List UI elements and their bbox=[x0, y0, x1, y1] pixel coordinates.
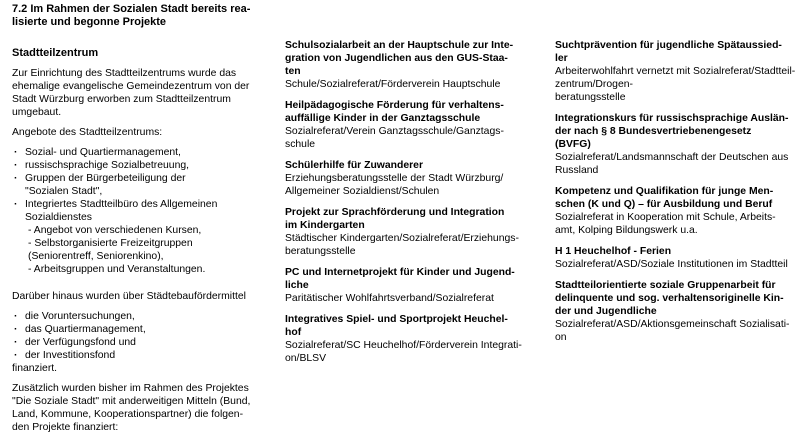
column-right bbox=[555, 0, 797, 352]
project-title: Schulsozialarbeit an der Hauptschule zur Inte- gration von Jugendlichen aus den GUS-Staa- ten bbox=[285, 40, 514, 77]
list-item: · die Voruntersuchungen, bbox=[12, 310, 268, 323]
project-title: Kompetenz und Qualifikation für junge Men- schen (K und Q) – für Ausbildung und Beruf bbox=[555, 186, 774, 210]
offers-list bbox=[12, 146, 268, 276]
list-subitem: - Angebot von verschiedenen Kursen, bbox=[28, 225, 202, 236]
project-partners: Paritätischer Wohlfahrtsverband/Sozialreferat bbox=[285, 293, 494, 304]
project-entry bbox=[285, 159, 533, 198]
project-partners: Sozialreferat/Verein Ganztagsschule/Ganztags- schule bbox=[285, 126, 504, 150]
project-partners: Sozialreferat/Landsmannschaft der Deutschen aus Russland bbox=[555, 152, 789, 176]
list-item: · das Quartiermanagement, bbox=[12, 323, 268, 336]
project-entry bbox=[285, 313, 533, 365]
intro-paragraph: Zur Einrichtung des Stadtteilzentrums wurde das ehemalige evangelische Gemeindezentrum von der Stadt Würzburg erworben zum Stadtteilzentrum umgebaut. bbox=[12, 68, 250, 118]
project-title: Integrationskurs für russischsprachige Auslän- der nach § 8 Bundesvertriebenengesetz (BVFG) bbox=[555, 113, 789, 150]
project-title: Projekt zur Sprachförderung und Integration im Kindergarten bbox=[285, 207, 505, 231]
project-partners: Sozialreferat/ASD/Soziale Institutionen im Stadtteil bbox=[555, 259, 788, 270]
project-title: H 1 Heuchelhof - Ferien bbox=[555, 246, 672, 257]
project-partners: Städtischer Kindergarten/Sozialreferat/Erziehungs- beratungsstelle bbox=[285, 233, 519, 257]
project-partners: Erziehungsberatungsstelle der Stadt Würzburg/ Allgemeiner Sozialdienst/Schulen bbox=[285, 173, 504, 197]
section-title: 7.2 Im Rahmen der Sozialen Stadt bereits rea- lisierte und begonne Projekte bbox=[12, 3, 251, 28]
funding-list bbox=[12, 310, 268, 362]
project-partners: Schule/Sozialreferat/Förderverein Hauptschule bbox=[285, 79, 501, 90]
project-entry bbox=[555, 39, 797, 104]
list-item: · Gruppen der Bürgerbeteiligung der "Sozialen Stadt", bbox=[12, 172, 268, 198]
project-entry bbox=[285, 206, 533, 258]
list-item: · der Verfügungsfond und bbox=[12, 336, 268, 349]
project-title: Schülerhilfe für Zuwanderer bbox=[285, 160, 423, 171]
list-subitem: - Selbstorganisierte Freizeitgruppen (Seniorentreff, Seniorenkino), bbox=[28, 238, 193, 262]
list-item: · Integriertes Stadtteilbüro des Allgemeinen Sozialdienstes bbox=[12, 198, 268, 224]
project-entry bbox=[555, 185, 797, 237]
outro-paragraph: Zusätzlich wurden bisher im Rahmen des Projektes "Die Soziale Stadt" mit anderweitigen Mitteln (Bund, Land, Kommune, Kooperationspartner) die folgen- den Projekte finanziert: bbox=[12, 383, 251, 433]
project-partners: Sozialreferat/SC Heuchelhof/Förderverein Integrati- on/BLSV bbox=[285, 340, 522, 364]
project-title: Stadtteilorientierte soziale Gruppenarbeit für delinquente und sog. verhaltensoriginelle Kin- der und Jugendliche bbox=[555, 280, 784, 317]
list-item: · der Investitionsfond bbox=[12, 349, 268, 362]
list-item: · Sozial- und Quartiermanagement, bbox=[12, 146, 268, 159]
column-left bbox=[12, 0, 268, 434]
column-middle bbox=[285, 0, 533, 373]
project-entry bbox=[285, 99, 533, 151]
offers-label: Angebote des Stadtteilzentrums: bbox=[12, 127, 163, 138]
list-item: · russischsprachige Sozialbetreuung, bbox=[12, 159, 268, 172]
project-entry bbox=[285, 39, 533, 91]
project-partners: Arbeiterwohlfahrt vernetzt mit Sozialreferat/Stadtteil- zentrum/Drogen- beratungsstelle bbox=[555, 66, 796, 103]
project-entry bbox=[555, 279, 797, 344]
project-entry bbox=[555, 112, 797, 177]
project-title: Suchtprävention für jugendliche Spätaussied- ler bbox=[555, 40, 782, 64]
project-title: PC und Internetprojekt für Kinder und Jugend- liche bbox=[285, 267, 515, 291]
heading-stadtteilzentrum: Stadtteilzentrum bbox=[12, 47, 99, 59]
project-partners: Sozialreferat/ASD/Aktionsgemeinschaft Sozialisati- on bbox=[555, 319, 790, 343]
project-title: Heilpädagogische Förderung für verhaltens- auffällige Kinder in der Ganztagsschule bbox=[285, 100, 504, 124]
list-subitem: - Arbeitsgruppen und Veranstaltungen. bbox=[28, 264, 206, 275]
project-entry bbox=[555, 245, 797, 271]
funding-label: Darüber hinaus wurden über Städtebaufördermittel bbox=[12, 291, 246, 302]
project-entry bbox=[285, 266, 533, 305]
funding-end: finanziert. bbox=[12, 363, 58, 374]
project-title: Integratives Spiel- und Sportprojekt Heuchel- hof bbox=[285, 314, 508, 338]
project-partners: Sozialreferat in Kooperation mit Schule, Arbeits- amt, Kolping Bildungswerk u.a. bbox=[555, 212, 776, 236]
